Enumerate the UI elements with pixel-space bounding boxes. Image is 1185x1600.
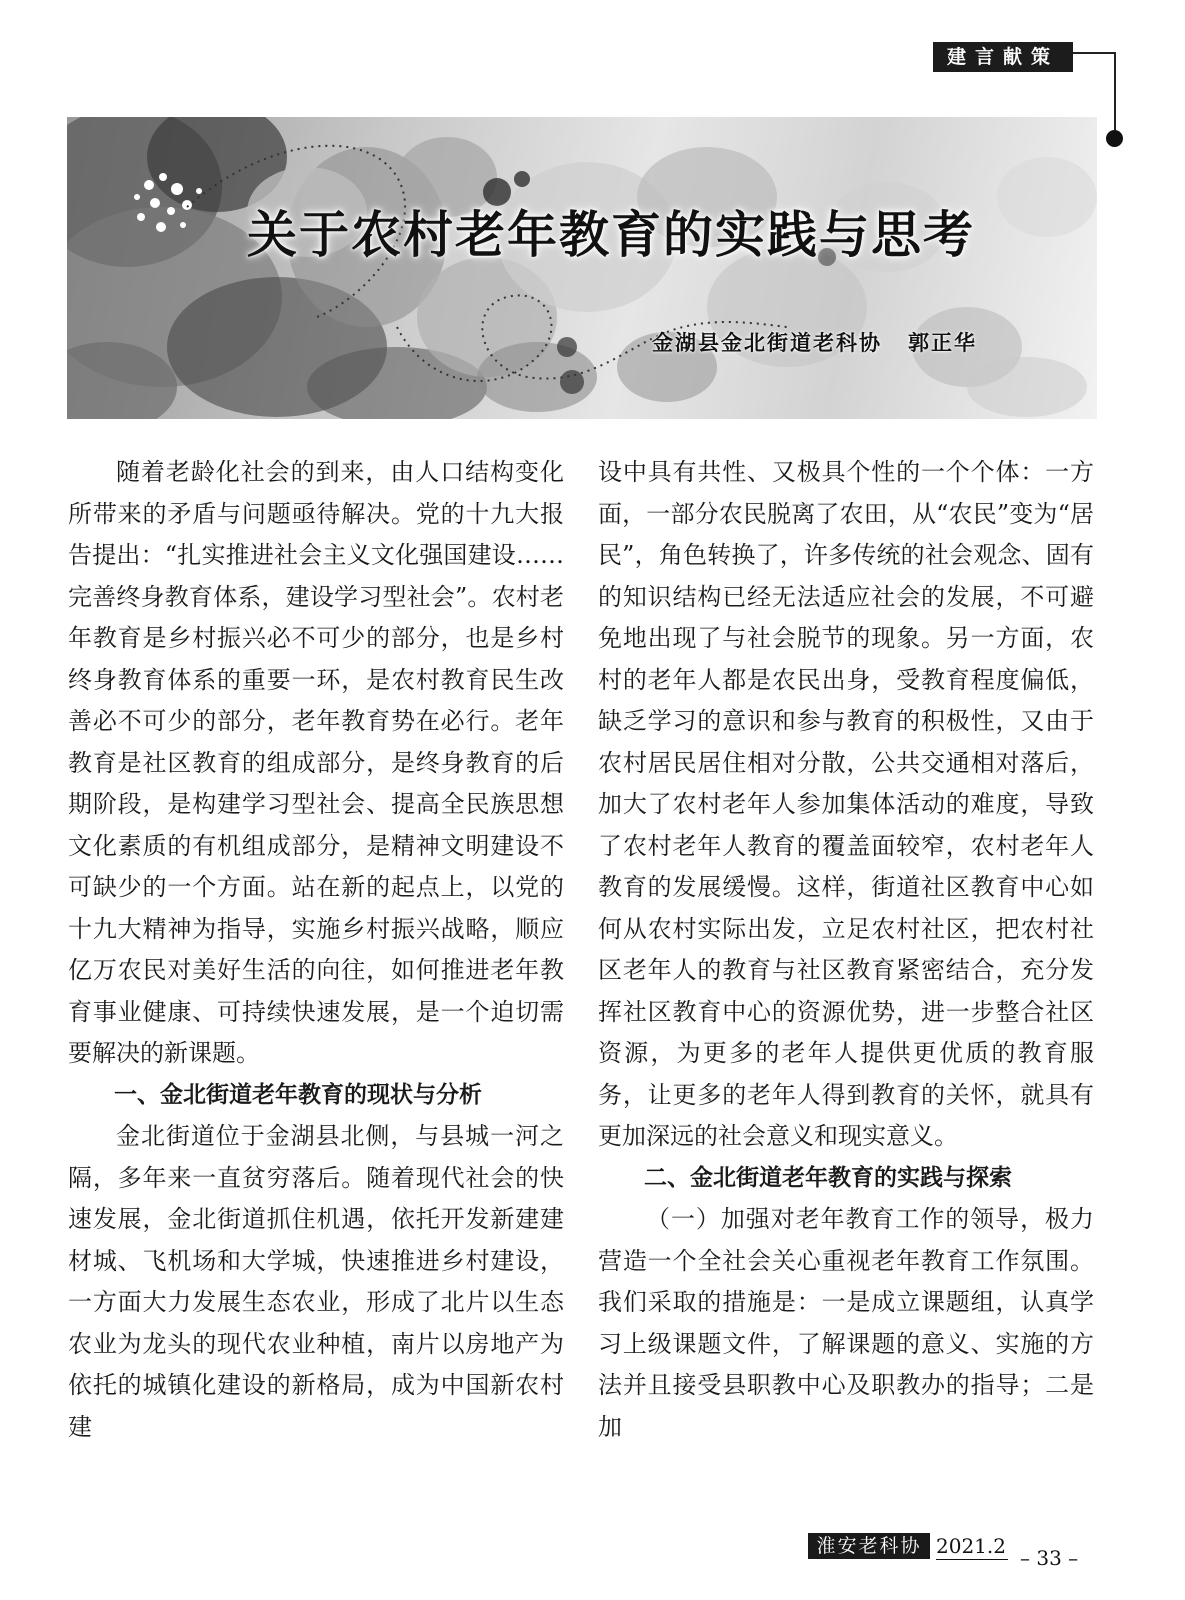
right-column	[598, 452, 1094, 1448]
body-paragraph: 金北街道位于金湖县北侧，与县城一河之隔，多年来一直贫穷落后。随着现代社会的快速发展，金北街道抓住机遇，依托开发新建建材城、飞机场和大学城，快速推进乡村建设，一方面大力发展生态农业，形成了北片以生态农业为龙头的现代农业种植，南片以房地产为依托的城镇化建设的新格局，成为中国新农村建	[68, 1122, 564, 1441]
body-paragraph: 设中具有共性、又极具个性的一个个体：一方面，一部分农民脱离了农田，从“农民”变为“居民”，角色转换了，许多传统的社会观念、固有的知识结构已经无法适应社会的发展，不可避免地出现了与社会脱节的现象。另一方面，农村的老年人都是农民出身，受教育程度偏低，缺乏学习的意识和参与教育的积极性，又由于农村居民居住相对分散，公共交通相对落后，加大了农村老年人参加集体活动的难度，导致了农村老年人教育的覆盖面较窄，农村老年人教育的发展缓慢。这样，街道社区教育中心如何从农村实际出发，立足农村社区，把农村社区老年人的教育与社区教育紧密结合，充分发挥社区教育中心的资源优势，进一步整合社区资源，为更多的老年人提供更优质的教育服务，让更多的老年人得到教育的关怀，就具有更加深远的社会意义和现实意义。	[598, 458, 1094, 1150]
issue-number: 2021.2	[936, 1534, 1006, 1558]
section-heading: 二、金北街道老年教育的实践与探索	[644, 1164, 1012, 1191]
section-tag: 建言献策	[933, 42, 1073, 72]
byline	[652, 327, 977, 357]
title-banner	[67, 117, 1097, 419]
article-title: 关于农村老年教育的实践与思考	[247, 205, 975, 264]
tag-connector-line-vertical	[1114, 52, 1116, 134]
body-paragraph: 随着老龄化社会的到来，由人口结构变化所带来的矛盾与问题亟待解决。党的十九大报告提出：“扎实推进社会主义文化强国建设……完善终身教育体系，建设学习型社会”。农村老年教育是乡村振兴必不可少的部分，也是乡村终身教育体系的重要一环，是农村教育民生改善必不可少的部分，老年教育势在必行。老年教育是社区教育的组成部分，是终身教育的后期阶段，是构建学习型社会、提高全民族思想文化素质的有机组成部分，是精神文明建设不可缺少的一个方面。站在新的起点上，以党的十九大精神为指导，实施乡村振兴战略，顺应亿万农民对美好生活的向往，如何推进老年教育事业健康、可持续快速发展，是一个迫切需要解决的新课题。	[68, 458, 564, 1067]
decorative-flower-illustration	[67, 117, 1097, 419]
tag-connector-line	[1073, 52, 1115, 54]
tag-dot-icon	[1106, 130, 1123, 147]
section-heading: 一、金北街道老年教育的现状与分析	[114, 1081, 482, 1108]
left-column	[68, 452, 564, 1448]
author-affiliation: 金湖县金北街道老科协	[652, 331, 882, 355]
author-name: 郭正华	[908, 331, 977, 355]
page-number: – 33 –	[1020, 1546, 1079, 1570]
journal-name: 淮安老科协	[808, 1533, 930, 1559]
body-paragraph: （一）加强对老年教育工作的领导，极力营造一个全社会关心重视老年教育工作氛围。我们采取的措施是：一是成立课题组，认真学习上级课题文件，了解课题的意义、实施的方法并且接受县职教中心及职教办的指导；二是加	[598, 1205, 1094, 1441]
